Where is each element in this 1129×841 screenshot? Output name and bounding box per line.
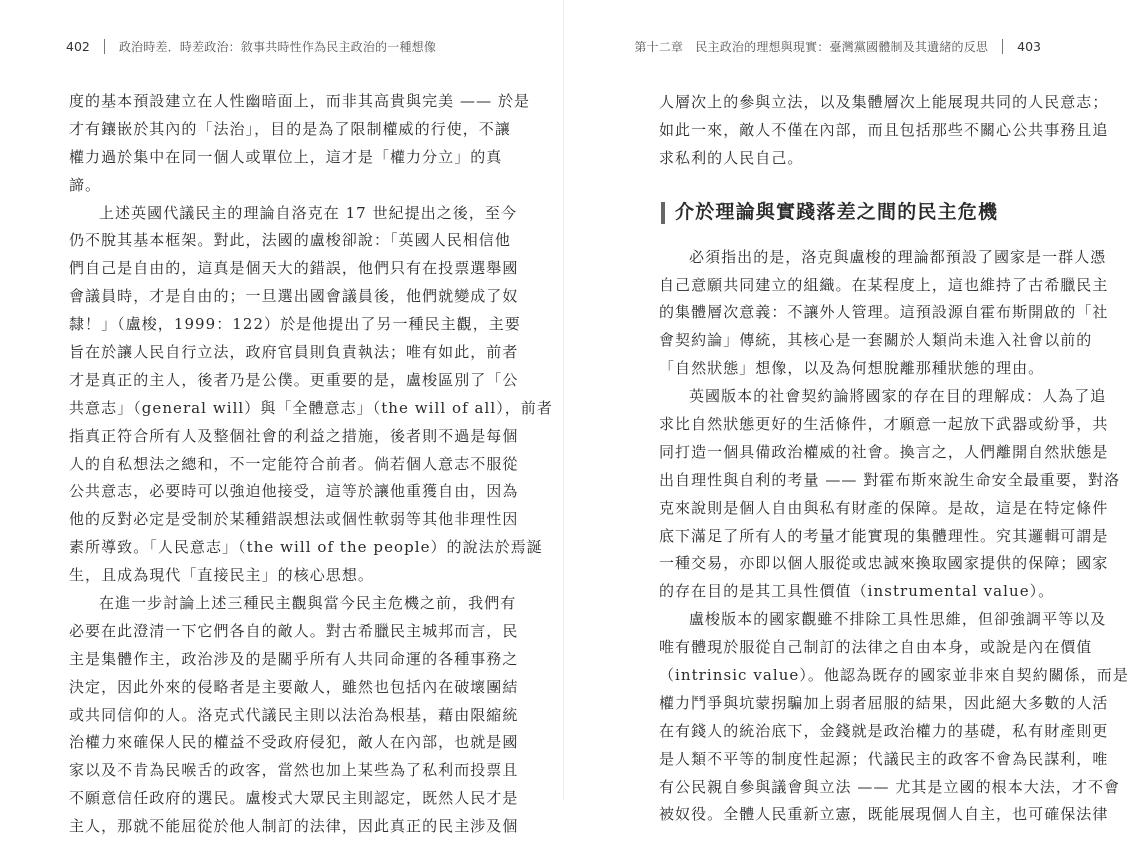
section-heading-text: 介於理論與實踐落差之間的民主危機: [675, 200, 999, 223]
text-line: 決定，因此外來的侵略者是主要敵人，雖然也包括內在破壞團結: [69, 677, 519, 696]
text-line: 生，且成為現代「直接民主」的核心思想。: [69, 566, 374, 585]
text-line: 權力過於集中在同一個人或單位上，這才是「權力分立」的真: [69, 147, 503, 166]
text-line: 如此一來，敵人不僅在內部，而且包括那些不關心公共事務且追: [659, 120, 1109, 139]
running-title: 政治時差．時差政治：敘事共時性作為民主政治的一種想像: [118, 40, 437, 54]
text-line: 們自己是自由的，這真是個天大的錯誤，他們只有在投票選舉國: [69, 259, 519, 278]
text-line: 共意志」（general will）與「全體意志」（the will of all），前者: [69, 398, 553, 417]
text-line: 指真正符合所有人及整個社會的利益之措施，後者則不過是每個: [69, 426, 519, 445]
running-title: 第十二章 民主政治的理想與現實：臺灣黨國體制及其遺緒的反思: [634, 40, 989, 54]
text-line: 同打造一個具備政治權威的社會。換言之，人們離開自然狀態是: [659, 442, 1109, 461]
text-line: 求比自然狀態更好的生活條件，才願意一起放下武器或紛爭，共: [659, 415, 1109, 434]
text-line: 上述英國代議民主的理論自洛克在 17 世紀提出之後，至今: [99, 203, 518, 222]
text-line: 的存在目的是其工具性價值（instrumental value）。: [659, 582, 1055, 601]
text-line: 人層次上的參與立法，以及集體層次上能展現共同的人民意志；: [659, 93, 1109, 111]
text-line: 不願意信任政府的選民。盧梭式大眾民主則認定，既然人民才是: [69, 789, 519, 808]
text-line: 必須指出的是，洛克與盧梭的理論都預設了國家是一群人憑: [689, 247, 1107, 266]
left-page-body-text: [69, 88, 553, 841]
text-line: 會議員時，才是自由的；一旦選出國會議員後，他們就變成了奴: [69, 287, 519, 306]
right-page-body-text: [659, 89, 1129, 829]
text-line: 求私利的人民自己。: [659, 148, 804, 167]
section-heading: [659, 196, 1079, 230]
text-line: 是人類不平等的制度性起源；代議民主的政客不會為民謀利，唯: [659, 749, 1109, 768]
text-line: 克來說則是個人自由與私有財產的保障。是故，這是在特定條件: [659, 498, 1109, 517]
page-number: 403: [1017, 39, 1041, 54]
text-line: 才有鑲嵌於其內的「法治」，目的是為了限制權威的行使，不讓: [69, 119, 511, 138]
text-line: 在進一步討論上述三種民主觀與當今民主危機之前，我們有: [99, 594, 517, 613]
paragraph-block: [659, 89, 1109, 173]
right-page-header: [634, 38, 1041, 55]
text-line: 自己意願共同建立的組織。在某程度上，這也維持了古希臘民主: [659, 275, 1109, 294]
text-line: 必要在此澄清一下它們各自的敵人。對古希臘民主城邦而言，民: [69, 621, 519, 640]
text-line: 素所導致。「人民意志」（the will of the people）的說法於焉誕: [69, 538, 543, 557]
right-page: [564, 0, 1129, 824]
heading-marker-bar: [661, 202, 665, 224]
text-line: 有公民親自參與議會與立法 —— 尤其是立國的根本大法，才不會: [659, 777, 1121, 796]
text-line: 被奴役。全體人民重新立憲，既能展現個人自主，也可確保法律: [659, 805, 1109, 824]
text-line: 人的自私想法之總和，不一定能符合前者。倘若個人意志不服從: [69, 454, 519, 473]
text-line: 治權力來確保人民的權益不受政府侵犯，敵人在內部，也就是國: [69, 733, 519, 752]
text-line: 會契約論」傳統，其核心是一套關於人類尚未進入社會以前的: [659, 331, 1093, 350]
left-page: [0, 0, 563, 836]
text-line: 度的基本預設建立在人性幽暗面上，而非其高貴與完美 —— 於是: [69, 92, 531, 110]
text-line: 權力鬥爭與坑蒙拐騙加上弱者屈服的結果，因此絕大多數的人活: [659, 693, 1109, 712]
paragraph-block: [659, 244, 1129, 830]
text-line: 仍不脫其基本框架。對此，法國的盧梭卻說：「英國人民相信他: [69, 231, 511, 250]
text-line: 英國版本的社會契約論將國家的存在目的理解成：人為了追: [689, 387, 1107, 406]
header-divider: [1002, 39, 1003, 54]
text-line: 主人，那就不能屈從於他人制訂的法律，因此真正的民主涉及個: [69, 817, 519, 836]
text-line: 盧梭版本的國家觀雖不排除工具性思維，但卻強調平等以及: [689, 610, 1107, 629]
header-divider: [104, 39, 105, 54]
text-line: 底下滿足了所有人的考量才能實現的集體理性。究其邏輯可謂是: [659, 526, 1109, 545]
text-line: 公共意志，必要時可以強迫他接受，這等於讓他重獲自由，因為: [69, 482, 519, 501]
page-number: 402: [66, 39, 90, 54]
text-line: 一種交易，亦即以個人服從或忠誠來換取國家提供的保障；國家: [659, 554, 1109, 573]
text-line: 主是集體作主，政治涉及的是關乎所有人共同命運的各種事務之: [69, 649, 519, 668]
text-line: 旨在於讓人民自行立法，政府官員則負責執法；唯有如此，前者: [69, 343, 519, 362]
text-line: 「自然狀態」想像，以及為何想脫離那種狀態的理由。: [659, 359, 1045, 378]
text-line: 家以及不肯為民喉舌的政客，當然也加上某些為了私利而投票且: [69, 761, 519, 780]
text-line: 出自理性與自利的考量 —— 對霍布斯來說生命安全最重要，對洛: [659, 470, 1121, 489]
text-line: （intrinsic value）。他認為既存的國家並非來自契約關係，而是: [659, 666, 1129, 685]
left-page-header: [66, 38, 436, 55]
text-line: 諦。: [69, 175, 102, 194]
text-line: 或共同信仰的人。洛克式代議民主則以法治為根基，藉由限縮統: [69, 705, 519, 724]
text-line: 隸！」（盧梭，1999：122）於是他提出了另一種民主觀，主要: [69, 315, 521, 334]
text-line: 唯有體現於服從自己制訂的法律之自由本身，或說是內在價值: [659, 638, 1093, 657]
text-line: 他的反對必定是受制於某種錯誤想法或個性軟弱等其他非理性因: [69, 510, 519, 529]
text-line: 的集體層次意義：不讓外人管理。這預設源自霍布斯開啟的「社: [659, 303, 1109, 322]
text-line: 在有錢人的統治底下，金錢就是政治權力的基礎，私有財產則更: [659, 721, 1109, 740]
text-line: 才是真正的主人，後者乃是公僕。更重要的是，盧梭區別了「公: [69, 370, 519, 389]
